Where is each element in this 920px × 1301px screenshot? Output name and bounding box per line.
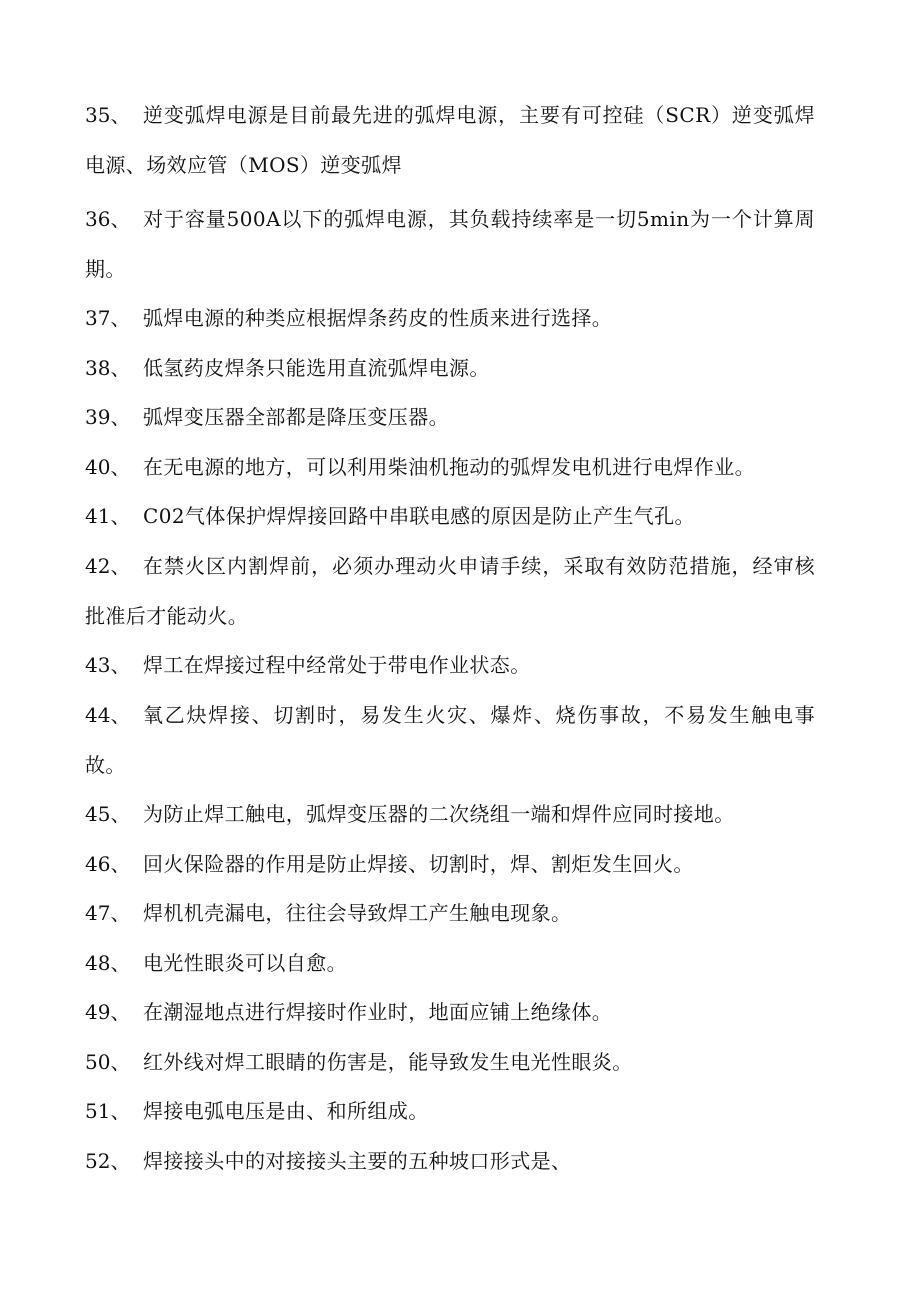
question-46	[85, 839, 815, 889]
question-41	[85, 491, 815, 541]
question-text: 红外线对焊工眼睛的伤害是，能导致发生电光性眼炎。	[143, 1050, 633, 1074]
question-number: 37、	[85, 306, 131, 330]
question-number: 36、	[85, 207, 131, 231]
question-text: 回火保险器的作用是防止焊接、切割时，焊、割炬发生回火。	[143, 852, 694, 876]
question-39	[85, 392, 815, 442]
question-number: 40、	[85, 455, 131, 479]
question-text: 弧焊变压器全部都是降压变压器。	[143, 405, 449, 429]
question-42	[85, 541, 815, 641]
question-52	[85, 1136, 815, 1186]
question-50	[85, 1037, 815, 1087]
question-36	[85, 194, 815, 294]
question-38	[85, 343, 815, 393]
question-text: 焊接接头中的对接接头主要的五种坡口形式是、	[143, 1149, 572, 1173]
question-number: 38、	[85, 356, 131, 380]
question-text: 在潮湿地点进行焊接时作业时，地面应铺上绝缘体。	[143, 1000, 613, 1024]
question-48	[85, 938, 815, 988]
question-number: 35、	[85, 103, 131, 127]
question-text: 在禁火区内割焊前，必须办理动火申请手续，采取有效防范措施，经审核批准后才能动火。	[85, 554, 815, 628]
question-text: 焊工在焊接过程中经常处于带电作业状态。	[143, 653, 531, 677]
question-51	[85, 1086, 815, 1136]
question-37	[85, 293, 815, 343]
question-text: 焊接电弧电压是由、和所组成。	[143, 1099, 429, 1123]
question-number: 51、	[85, 1099, 131, 1123]
question-number: 44、	[85, 703, 131, 727]
question-number: 52、	[85, 1149, 131, 1173]
question-text: 在无电源的地方，可以利用柴油机拖动的弧焊发电机进行电焊作业。	[143, 455, 755, 479]
question-number: 47、	[85, 901, 131, 925]
question-text: C02气体保护焊焊接回路中串联电感的原因是防止产生气孔。	[143, 504, 695, 528]
question-number: 41、	[85, 504, 131, 528]
question-text: 电光性眼炎可以自愈。	[143, 951, 347, 975]
question-number: 46、	[85, 852, 131, 876]
question-number: 49、	[85, 1000, 131, 1024]
question-text: 对于容量500A以下的弧焊电源，其负载持续率是一切5min为一个计算周期。	[85, 207, 815, 281]
question-number: 45、	[85, 802, 131, 826]
question-number: 50、	[85, 1050, 131, 1074]
question-49	[85, 987, 815, 1037]
question-text: 氧乙炔焊接、切割时，易发生火灾、爆炸、烧伤事故，不易发生触电事故。	[85, 703, 815, 777]
question-47	[85, 888, 815, 938]
question-text: 弧焊电源的种类应根据焊条药皮的性质来进行选择。	[143, 306, 613, 330]
question-text: 低氢药皮焊条只能选用直流弧焊电源。	[143, 356, 490, 380]
question-text: 逆变弧焊电源是目前最先进的弧焊电源，主要有可控硅（SCR）逆变弧焊电源、场效应管（MOS）逆变弧焊	[85, 103, 815, 177]
question-text: 为防止焊工触电，弧焊变压器的二次绕组一端和焊件应同时接地。	[143, 802, 735, 826]
question-number: 39、	[85, 405, 131, 429]
question-number: 42、	[85, 554, 131, 578]
question-35	[85, 90, 815, 190]
question-number: 43、	[85, 653, 131, 677]
question-text: 焊机机壳漏电，往往会导致焊工产生触电现象。	[143, 901, 572, 925]
question-44	[85, 690, 815, 790]
question-43	[85, 640, 815, 690]
question-40	[85, 442, 815, 492]
question-number: 48、	[85, 951, 131, 975]
question-45	[85, 789, 815, 839]
